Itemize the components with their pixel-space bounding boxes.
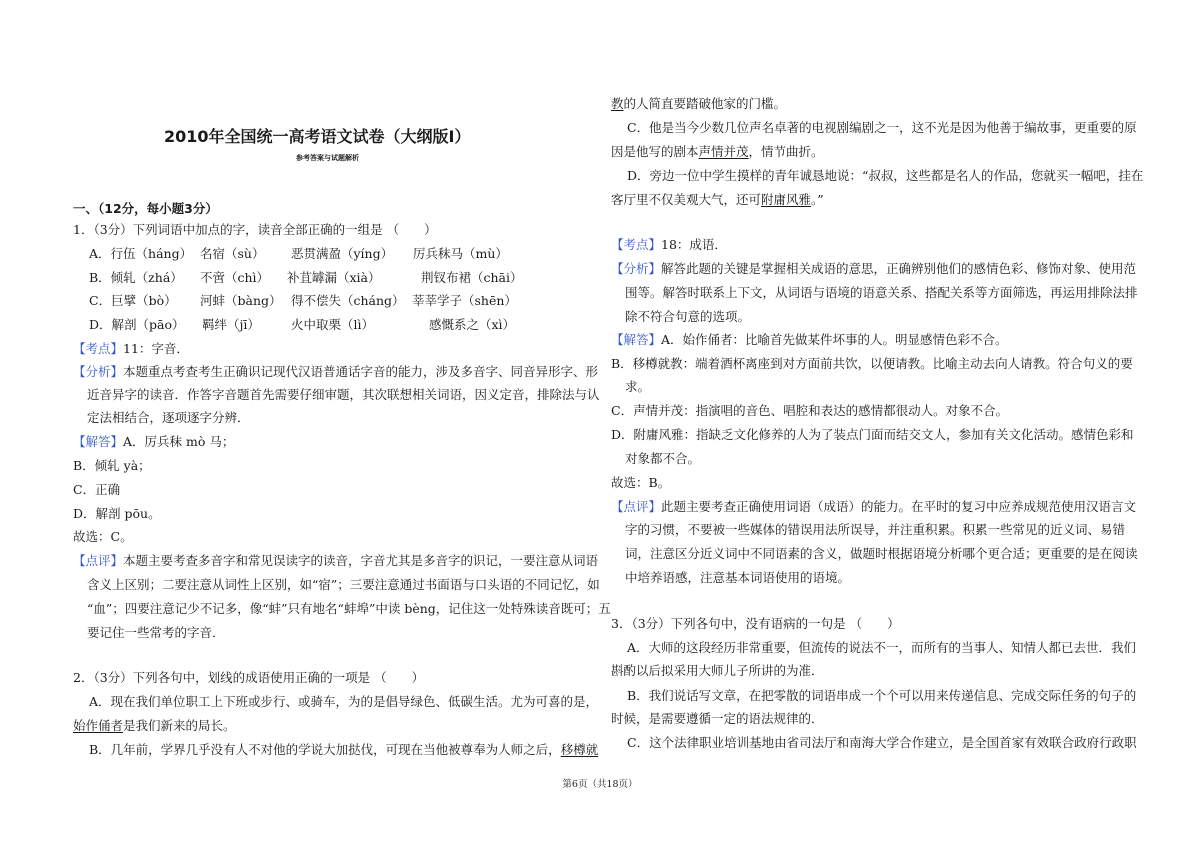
q2-fenxi-line-3: 除不符合句意的选项。	[625, 309, 751, 324]
q1-kaodian: 【考点】11：字音．	[73, 341, 189, 356]
q3-line-2: 斟酌以后拟采用大师儿子所讲的为准．	[611, 663, 824, 678]
q2-jieda-line-6: 对象都不合。	[625, 451, 701, 466]
q2-option-d-line-2: 客厅里不仅美观大气，还可附庸风雅。”	[611, 192, 824, 207]
q1-fenxi-line-2: 近音异字的读音．作答字音题首先需要仔细审题，其次联想相关词语，因义定音，排除法与认	[87, 387, 600, 402]
q2-jieda-line-1: 【解答】A．始作俑者：比喻首先做某件坏事的人。明显感情色彩不合。	[611, 332, 1008, 347]
q2-option-c-line-1: C．他是当今少数几位声名卓著的电视剧编剧之一，这不光是因为他善于编故事，更重要的原	[627, 120, 1137, 135]
q2-dianping-line-3: 词，注意区分近义词中不同语素的含义，做题时根据语境分析哪个更合适；更重要的是在阅读	[625, 546, 1138, 561]
q1-dianping-line-1: 【点评】本题主要考查多音字和常见误读字的读音，字音尤其是多音字的识记，一要注意从词语	[73, 553, 599, 568]
page-title: 2010年全国统一高考语文试卷（大纲版Ⅰ）	[164, 127, 471, 146]
q2-dianping-line-1: 【点评】此题主要考查正确使用词语（成语）的能力。在平时的复习中应养成规范使用汉语言文	[611, 499, 1137, 514]
q1-dianping-line-2: 含义上区别；二要注意从词性上区别，如“宿”；三要注意通过书面语与口头语的不同记忆，如	[87, 577, 600, 592]
q3-stem: 3．（3分）下列各句中，没有语病的一句是 （ ）	[611, 616, 900, 631]
q1-option-c: C．巨擘（bò） 河蚌（bàng） 得不偿失（cháng） 莘莘学子（shēn）	[89, 293, 517, 308]
q2-jieda-line-4: C．声情并茂：指演唱的音色、唱腔和表达的感情都很动人。对象不合。	[611, 403, 1009, 418]
q2-kaodian: 【考点】18：成语．	[611, 237, 727, 252]
q2-jieda-line-7: 故选：B。	[611, 475, 671, 490]
q2-dianping-line-2: 字的习惯，不要被一些媒体的错误用法所误导，并注重积累。积累一些常见的近义词、易错	[625, 522, 1126, 537]
q1-jieda-line-2: B．倾轧 yà；	[73, 458, 151, 473]
q3-line-5: C．这个法律职业培训基地由省司法厅和南海大学合作建立，是全国首家有效联合政府行政职	[627, 735, 1137, 750]
q1-option-b: B．倾轧（zhá） 不啻（chì） 补苴罅漏（xià） 荆钗布裙（chāi）	[89, 270, 523, 285]
page-footer: 第6页（共18页）	[562, 779, 638, 790]
q2-jieda-line-5: D．附庸风雅：指缺乏文化修养的人为了装点门面而结交文人，参加有关文化活动。感情色彩和	[611, 427, 1134, 442]
q2-option-b-line-1: B．几年前，学界几乎没有人不对他的学说大加挞伐，可现在当他被尊奉为人师之后，移樽就	[89, 742, 599, 757]
q1-fenxi-line-1: 【分析】本题重点考查考生正确识记现代汉语普通话字音的能力，涉及多音字、同音异形字、形	[73, 364, 599, 379]
q3-line-3: B．我们说话写文章，在把零散的词语串成一个个可以用来传递信息、完成交际任务的句子的	[627, 688, 1137, 703]
q1-option-d: D．解剖（pāo） 羁绊（jī） 火中取栗（lì） 感慨系之（xì）	[89, 317, 516, 332]
q2-jieda-line-3: 求。	[625, 379, 651, 394]
q1-stem: 1．（3分）下列词语中加点的字，读音全部正确的一组是 （ ）	[73, 222, 437, 237]
q2-fenxi-line-2: 围等。解答时联系上下文，从词语与语境的语意关系、搭配关系等方面筛选，再运用排除法排	[625, 285, 1138, 300]
q1-dianping-line-4: 要记住一些常考的字音．	[87, 625, 225, 640]
q3-line-1: A．大师的这段经历非常重要，但流传的说法不一，而所有的当事人、知情人都已去世．我们	[627, 640, 1137, 655]
q2-option-b-line-2: 教的人简直要踏破他家的门槛。	[611, 96, 787, 111]
q1-option-a: A．行伍（háng） 名宿（sù） 恶贯满盈（yíng） 厉兵秣马（mù）	[89, 246, 508, 261]
q1-jieda-line-1: 【解答】A．厉兵秣 mò 马；	[73, 434, 235, 449]
q2-option-c-line-2: 因是他写的剧本声情并茂，情节曲折。	[611, 144, 824, 159]
page-subtitle: 参考答案与试题解析	[296, 154, 359, 162]
q2-option-a-line-1: A．现在我们单位职工上下班或步行、或骑车，为的是倡导绿色、低碳生活。尤为可喜的是，	[89, 694, 599, 709]
section-heading: 一、（12分，每小题3分）	[73, 201, 218, 216]
q2-stem: 2．（3分）下列各句中，划线的成语使用正确的一项是 （ ）	[73, 670, 425, 685]
q2-jieda-line-2: B．移樽就教：端着酒杯离座到对方面前共饮，以便请教。比喻主动去向人请教。符合句义的要	[611, 356, 1133, 371]
q2-dianping-line-4: 中培养语感，注意基本词语使用的语境。	[625, 570, 851, 585]
q2-fenxi-line-1: 【分析】解答此题的关键是掌握相关成语的意思，正确辨别他们的感情色彩、修饰对象、使用范	[611, 261, 1137, 276]
q1-jieda-line-4: D．解剖 pōu。	[73, 506, 161, 521]
q1-fenxi-line-3: 定法相结合，逐项逐字分辨．	[87, 410, 250, 425]
q2-option-d-line-1: D．旁边一位中学生摸样的青年诚恳地说：“叔叔，这些都是名人的作品，您就买一幅吧，挂在	[627, 168, 1144, 183]
q1-jieda-line-5: 故选：C。	[73, 529, 133, 544]
q3-line-4: 时候，是需要遵循一定的语法规律的．	[611, 711, 824, 726]
q1-jieda-line-3: C．正确	[73, 482, 121, 497]
q2-option-a-line-2: 始作俑者是我们新来的局长。	[73, 718, 236, 733]
q1-dianping-line-3: “血”；四要注意记少不记多，像“蚌”只有地名“蚌埠”中读 bèng，记住这一处特殊读音既可；五	[87, 601, 611, 616]
